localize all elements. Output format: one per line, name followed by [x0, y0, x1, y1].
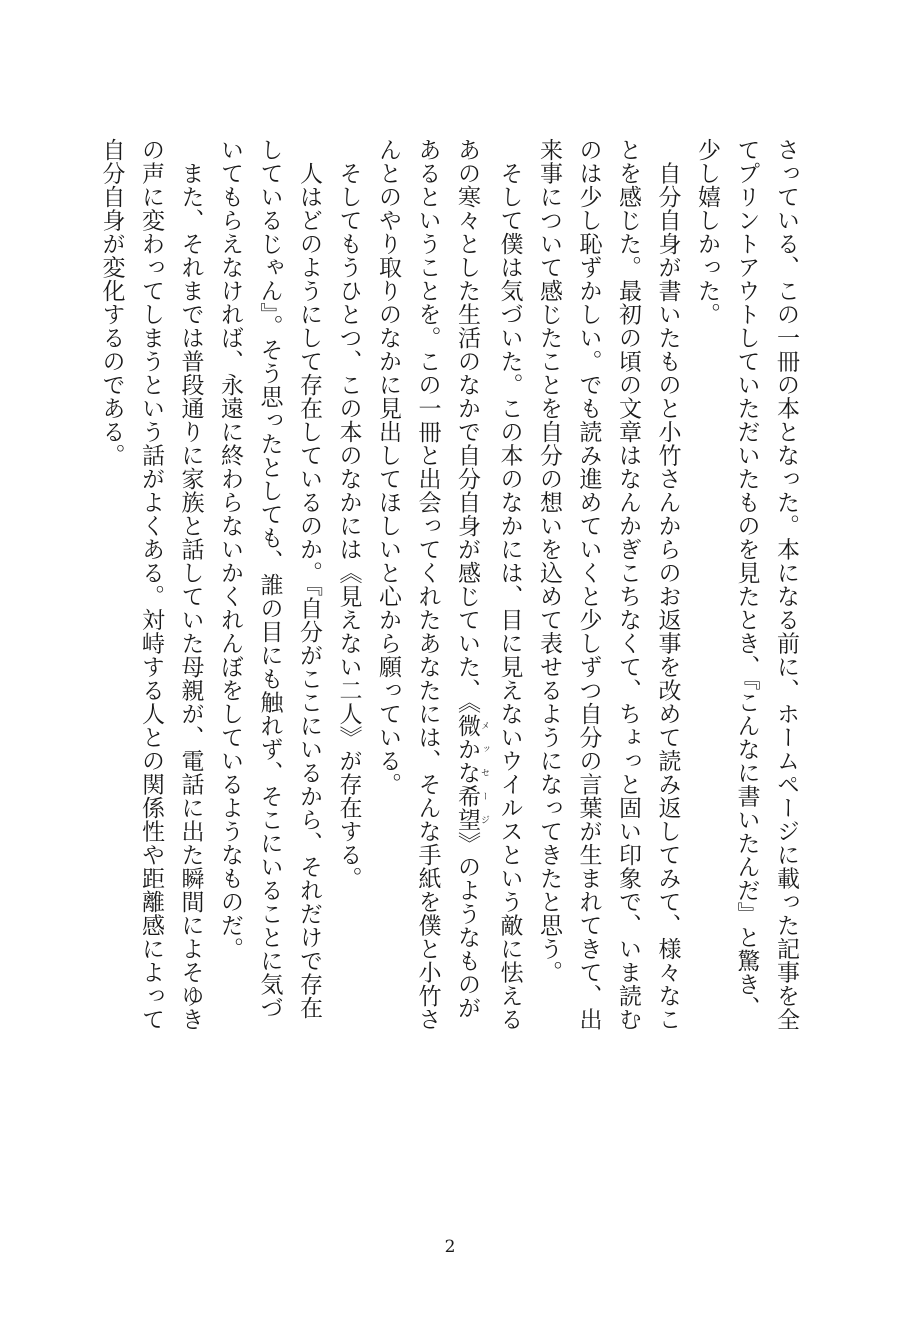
ruby-annotation: [454, 714, 489, 832]
ruby-reading: メッセージ: [479, 714, 489, 832]
text-line: そしてもうひとつ、この本のなかには《見えない二人》が存在する。: [335, 138, 362, 890]
text-line: とを感じた。最初の頃の文章はなんかぎこちなくて、ちょっと固い印象で、いま読む: [615, 138, 641, 1031]
text-line-with-ruby: [447, 138, 490, 1078]
text-line: の声に変わってしまうという話がよくある。対峙する人との関係性や距離感によって: [138, 138, 164, 1031]
text-line: んとのやり取りのなかに見出してほしいと心から願っている。: [375, 138, 401, 796]
text-line: さっている、この一冊の本となった。本になる前に、ホームページに載った記事を全: [773, 138, 799, 1031]
text-line: 自分自身が変化するのである。: [98, 138, 125, 467]
ruby-base: 微かな希望: [454, 714, 480, 832]
line-segment: 》のようなものが: [454, 831, 480, 1020]
text-line: また、それまでは普段通りに家族と話していた母親が、電話に出た瞬間によそゆき: [177, 138, 204, 1031]
text-line: てプリントアウトしていただいたものを見たとき、『こんなに書いたんだ』と驚き、: [733, 138, 760, 1020]
text-line: 少し嬉しかった。: [694, 138, 720, 326]
text-line: のは少し恥ずかしい。でも読み進めていくと少しずつ自分の言葉が生まれてきて、出: [575, 138, 602, 1031]
text-line: 来事について感じたことを自分の想いを込めて表せるようになってきたと思う。: [536, 138, 562, 984]
text-line: そして僕は気づいた。この本のなかには、目に見えないウイルスという敵に怯える: [496, 138, 523, 1031]
text-line: いてもらえなければ、永遠に終わらないかくれんぼをしているようなものだ。: [217, 138, 243, 961]
line-segment: あの寒々とした生活のなかで自分自身が感じていた、《: [454, 138, 480, 714]
text-line: あるということを。この一冊と出会ってくれたあなたには、そんな手紙を僕と小竹さ: [414, 138, 441, 1031]
vertical-text-body: [91, 138, 805, 1078]
page-number: 2: [444, 1237, 456, 1257]
text-line: 自分自身が書いたものと小竹さんからのお返事を改めて読み返してみて、様々なこ: [654, 138, 681, 1031]
text-line: しているじゃん』。そう思ったとしても、誰の目にも触れず、そこにいることに気づ: [256, 138, 283, 1020]
text-line: 人はどのようにして存在しているのか。『自分がここにいるから、それだけで存在: [296, 138, 322, 1020]
